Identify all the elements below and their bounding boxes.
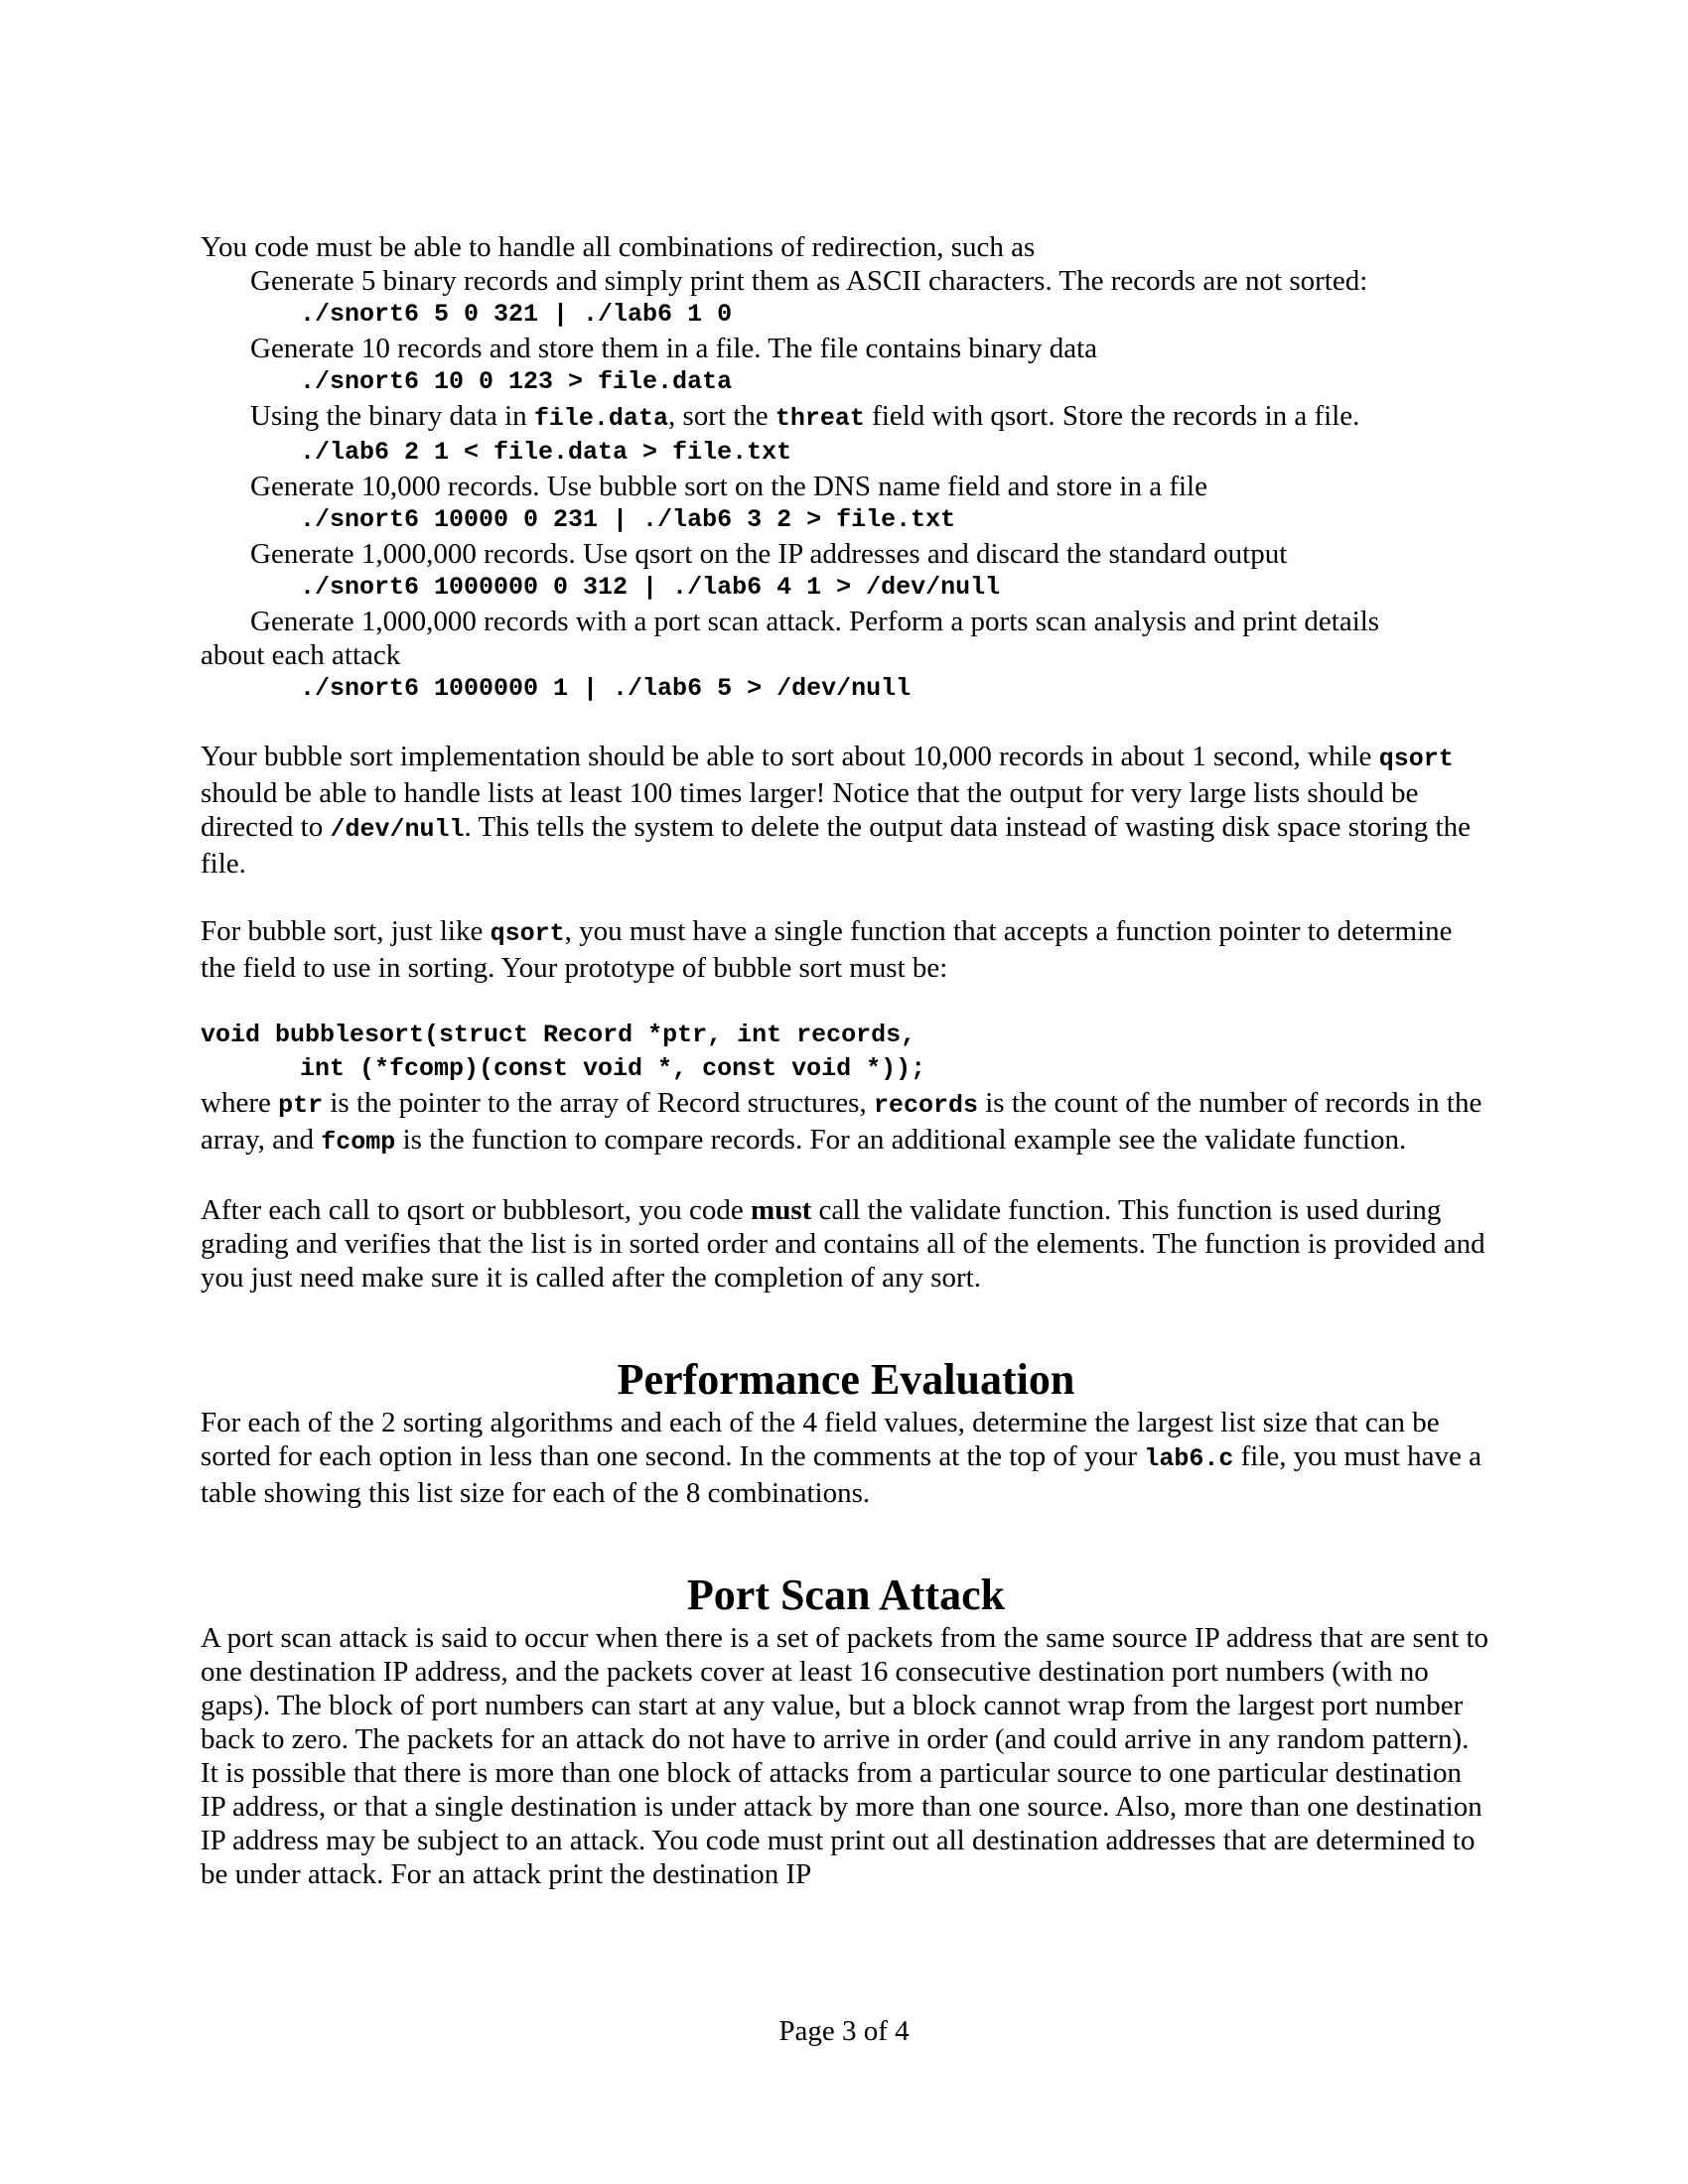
prototype-line-1: void bubblesort(struct Record *ptr, int records, <box>201 1021 916 1049</box>
port-scan-heading: Port Scan Attack <box>686 1570 1006 1619</box>
intro-text: You code must be able to handle all combinations of redirection, such as <box>201 231 1036 263</box>
example-2-cmd: ./snort6 10 0 123 > file.data <box>300 367 733 396</box>
page-number: Page 3 of 4 <box>778 2015 910 2047</box>
prototype-line-2: int (*fcomp)(const void *, const void *)); <box>300 1054 926 1083</box>
example-3-cmd: ./lab6 2 1 < file.data > file.txt <box>300 438 792 467</box>
example-4-desc: Generate 10,000 records. Use bubble sort on the DNS name field and store in a file <box>250 471 1207 502</box>
example-3-desc: Using the binary data in file.data, sort the threat field with qsort. Store the records in a file. <box>250 400 1360 433</box>
performance-heading: Performance Evaluation <box>617 1355 1075 1404</box>
example-2-desc: Generate 10 records and store them in a file. The file contains binary data <box>250 333 1098 364</box>
example-5-cmd: ./snort6 1000000 0 312 | ./lab6 4 1 > /dev/null <box>300 573 1001 602</box>
example-5-desc: Generate 1,000,000 records. Use qsort on the IP addresses and discard the standard output <box>250 538 1288 570</box>
example-1-desc: Generate 5 binary records and simply print them as ASCII characters. The records are not sorted: <box>250 265 1368 297</box>
example-4-cmd: ./snort6 10000 0 231 | ./lab6 3 2 > file.txt <box>300 505 956 534</box>
example-6-cmd: ./snort6 1000000 1 | ./lab6 5 > /dev/null <box>300 674 912 703</box>
document-page <box>201 230 1491 1891</box>
example-1-cmd: ./snort6 5 0 321 | ./lab6 1 0 <box>300 300 733 329</box>
example-6-desc-line2: about each attack <box>201 639 401 671</box>
performance-paragraph: For each of the 2 sorting algorithms and each of the 4 field values, determine the largest list size that can be sorted for each option in less than one second. In the comments at the top of your lab6.c file, you must have a table showing this list size for each of the 8 combinations. <box>201 1407 1482 1509</box>
validate-paragraph: After each call to qsort or bubblesort, you code must call the validate function. This function is used during grading and verifies that the list is in sorted order and contains all of the elements. The function is provided and you just need make sure it is called after the completion of any sort. <box>201 1194 1485 1294</box>
port-scan-paragraph: A port scan attack is said to occur when there is a set of packets from the same source IP address that are sent to one destination IP address, and the packets cover at least 16 consecutive destination port numbers (with no gaps). The block of port numbers can start at any value, but a block cannot wrap from the largest port number back to zero. The packets for an attack do not have to arrive in order (and could arrive in any random pattern). It is possible that there is more than one block of attacks from a particular source to one particular destination IP address, or that a single destination is under attack by more than one source. Also, more than one destination IP address may be subject to an attack. You code must print out all destination addresses that are determined to be under attack. For an attack print the destination IP <box>201 1622 1489 1890</box>
bubble-paragraph: Your bubble sort implementation should be able to sort about 10,000 records in about 1 second, while qsort should be able to handle lists at least 100 times larger! Notice that the output for very large lists should be directed to /dev/null. This tells the system to delete the output data instead of wasting disk space storing the file. <box>201 741 1471 880</box>
prototype-paragraph: For bubble sort, just like qsort, you must have a single function that accepts a function pointer to determine the field to use in sorting. Your prototype of bubble sort must be: <box>201 915 1453 984</box>
example-6-desc-line1: Generate 1,000,000 records with a port scan attack. Perform a ports scan analysis and print details <box>250 606 1380 637</box>
where-paragraph: where ptr is the pointer to the array of Record structures, records is the count of the number of records in the array, and fcomp is the function to compare records. For an additional example see the validate function. <box>201 1087 1482 1157</box>
